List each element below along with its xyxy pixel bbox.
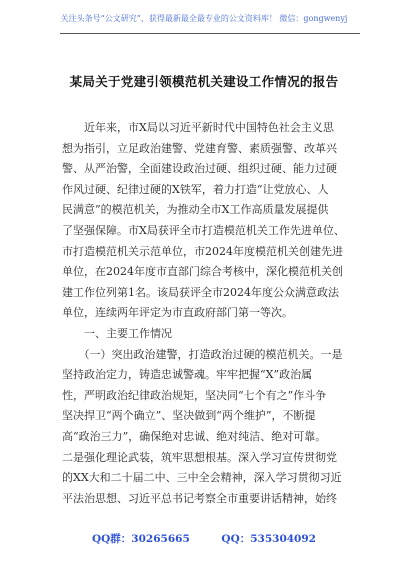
footer-qq: QQ：535304092 [221, 533, 316, 545]
body-line: 单位，在2024年度市直部门综合考核中，深化模范机关创 [62, 265, 343, 279]
footer-contact [0, 531, 408, 546]
body-line: 近年来，市Ⅹ局以习近平新时代中国特色社会主义思 [62, 121, 334, 134]
body-line: 了坚强保障。市Ⅹ局获评全市打造模范机关工作先进单位、 [62, 223, 345, 237]
body-line: 想为指引，立足政治建警、党建育警、素质强警、改革兴 [62, 141, 337, 155]
document-body [62, 118, 352, 509]
body-line: 单位，连续两年评定为市直政府部门第一等次。 [62, 306, 293, 320]
footer-qq-group: QQ群：30265665 [92, 533, 190, 545]
body-line: 警、从严治警，全面建设政治过硬、组织过硬、能力过硬 [62, 162, 337, 176]
body-line: 性，严明政治纪律政治规矩，坚决同“七个有之”作斗争 [62, 388, 327, 402]
body-line: 作风过硬、纪律过硬的Ⅹ铁军，着力打造“让党放心、人 [62, 182, 329, 196]
body-line: 平法治思想、习近平总书记考察全市重要讲话精神，始终 [62, 491, 337, 505]
body-line: 民满意”的模范机关，为推动全市Ⅹ工作高质量发展提供 [62, 203, 329, 217]
body-line: 的ⅩⅩ大和二十届二中、三中全会精神，深入学习贯彻习近 [62, 471, 342, 485]
body-line: （一）突出政治建警，打造政治过硬的模范机关。一是 [62, 347, 343, 361]
header-note: 关注头条号“公文研究”，获得最新最全最专业的公文资料库！ 微信：gongwenyj [60, 14, 348, 23]
body-line: 坚决捍卫“两个确立”、坚决做到“两个维护”，不断提 [62, 409, 316, 423]
body-line: 二是强化理论武装，筑牢思想根基。深入学习宣传贯彻党 [62, 450, 337, 464]
header-divider [60, 33, 360, 34]
body-line: 市打造模范机关示范单位，市2024年度模范机关创建先进 [62, 244, 343, 258]
section-heading: 一、主要工作情况 [62, 326, 172, 340]
body-line: 高“政治三力”，确保绝对忠诚、绝对纯洁、绝对可靠。 [62, 429, 327, 443]
body-line: 坚持政治定力，铸造忠诚警魂。牢牢把握“Ⅹ”政治属 [62, 368, 313, 382]
document-title: 某局关于党建引领模范机关建设工作情况的报告 [69, 74, 339, 89]
body-line: 建工作位列第1名。该局获评全市2024年度公众满意政法 [62, 285, 339, 299]
